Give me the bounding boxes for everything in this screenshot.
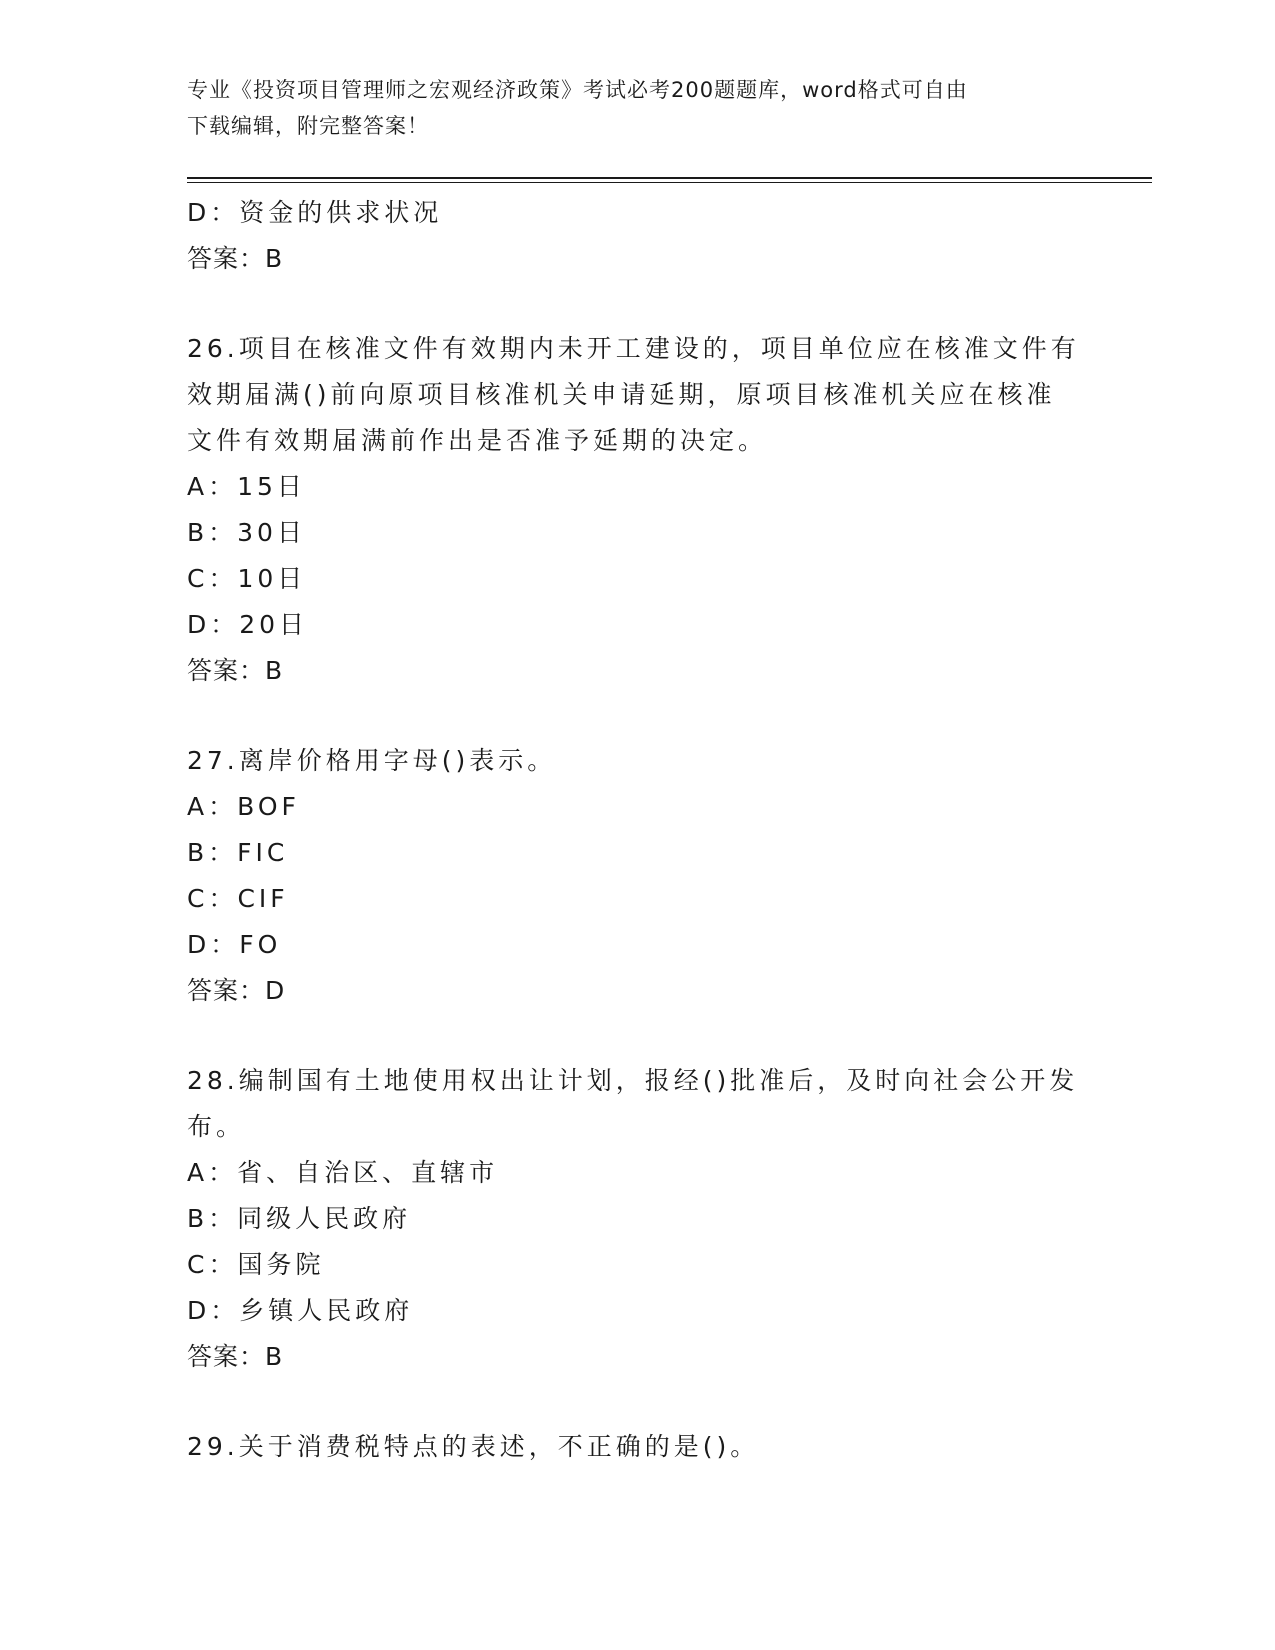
- answer-line: 答案：B: [187, 1342, 284, 1371]
- question-28: [187, 1058, 1087, 1380]
- question-29: [187, 1424, 1087, 1470]
- option-d: D：FO: [187, 930, 282, 959]
- question-list: [187, 190, 1087, 1470]
- spacer: [187, 1014, 1087, 1058]
- question-text-line: 29.关于消费税特点的表述，不正确的是()。: [187, 1432, 760, 1461]
- question-text-line: 27.离岸价格用字母()表示。: [187, 746, 557, 775]
- question-text-line: 效期届满()前向原项目核准机关申请延期，原项目核准机关应在核准: [187, 380, 1056, 409]
- option-b: B：FIC: [187, 838, 289, 867]
- header-line-1: 专业《投资项目管理师之宏观经济政策》考试必考200题题库，word格式可自由: [187, 78, 968, 102]
- spacer: [187, 694, 1087, 738]
- question-text-line: 文件有效期届满前作出是否准予延期的决定。: [187, 426, 768, 455]
- question-26: [187, 326, 1087, 694]
- option-d: D：资金的供求状况: [187, 198, 443, 227]
- option-b: B：30日: [187, 518, 306, 547]
- question-text-line: 布。: [187, 1112, 246, 1141]
- carryover-block: [187, 190, 1087, 282]
- option-c: C：国务院: [187, 1250, 325, 1279]
- option-c: C：CIF: [187, 884, 289, 913]
- option-b: B：同级人民政府: [187, 1204, 412, 1233]
- header-line-2: 下载编辑，附完整答案！: [187, 114, 429, 138]
- question-27: [187, 738, 1087, 1014]
- spacer: [187, 1380, 1087, 1424]
- option-d: D：乡镇人民政府: [187, 1296, 414, 1325]
- option-a: A：省、自治区、直辖市: [187, 1158, 499, 1187]
- option-c: C：10日: [187, 564, 307, 593]
- answer-line: 答案：B: [187, 244, 284, 273]
- option-d: D：20日: [187, 610, 309, 639]
- header-divider-thick: [187, 177, 1152, 179]
- answer-line: 答案：B: [187, 656, 284, 685]
- option-a: A：15日: [187, 472, 306, 501]
- spacer: [187, 282, 1087, 326]
- header-divider-thin: [187, 182, 1152, 183]
- answer-line: 答案：D: [187, 976, 286, 1005]
- question-text-line: 26.项目在核准文件有效期内未开工建设的，项目单位应在核准文件有: [187, 334, 1080, 363]
- document-header: [187, 72, 1087, 144]
- option-a: A：BOF: [187, 792, 300, 821]
- question-text-line: 28.编制国有土地使用权出让计划，报经()批准后，及时向社会公开发: [187, 1066, 1079, 1095]
